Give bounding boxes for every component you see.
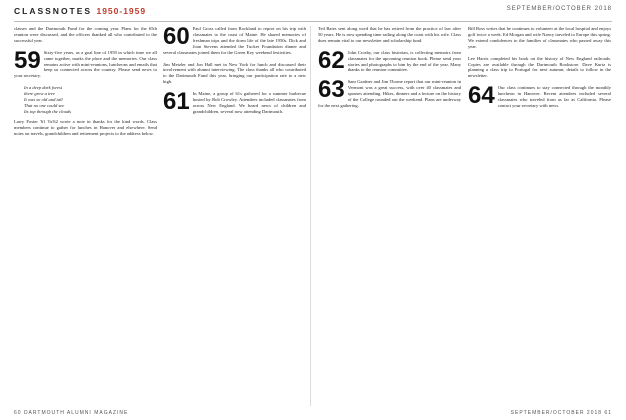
paragraph: classes and the Dartmouth Fund for the coming year. Plans for the 65th reunion were discussed, and the officers thanked all who contributed to the successful year. bbox=[14, 26, 157, 43]
poem-line: That no one could see bbox=[24, 102, 65, 108]
class-year: 64 bbox=[468, 82, 495, 110]
paragraph: Our class continues to stay connected through the monthly luncheon in Hanover. Recent attendees included several classmates who traveled from as far as California. Please contact your secretary with news. bbox=[497, 85, 611, 108]
paragraph: Larry Foster '61 Tu'62 wrote a note in thanks for the kind words. Class members continue to gather for lunches in Hanover and elsewhere. Send notes on travels, grandchildren and retirement projects to the address below. bbox=[14, 118, 157, 136]
class-note-62 bbox=[318, 46, 461, 74]
issue-date: SEPTEMBER/OCTOBER 2018 bbox=[506, 6, 612, 12]
page-gutter bbox=[310, 26, 311, 406]
class-year: 63 bbox=[318, 76, 345, 104]
paragraph: John Crosby, our class historian, is collecting memoirs from classmates for the upcoming reunion book. Please send your stories and photographs to him by the end of the year. Many thanks to the reunion committee. bbox=[347, 49, 461, 73]
paragraph: Sixty-five years, as a goal line of 1959 in which time we all came together, marks the place and the memories. Our class remains active with mini-reunions, luncheons and emails that keep us connected across the country. Please send news to your secretary. bbox=[14, 49, 157, 79]
paragraph: Sam Gardner and Jim Thorne report that our mini-reunion in Vermont was a great success, with over 40 classmates and spouses attending. Hikes, dinners and a lecture on the history of the College rounded out the weekend. Plans are underway for the next gathering. bbox=[318, 79, 461, 108]
paragraph: Paul Gross called from Rockland to report on his trip with classmates to the coast of Maine. He shared memories of freshman trips and the dorm life of the late 1950s. Dick and Joan Stevens attended the Tucker Foundation dinner and several classmates joined them for the Green Key weekend festivities. bbox=[163, 26, 306, 55]
class-note-64 bbox=[468, 82, 611, 110]
footer-right: SEPTEMBER/OCTOBER 2018 61 bbox=[510, 410, 612, 416]
paragraph: Jim Metzler and Jon Hall met in New York for lunch and discussed their involvement with alumni interviewing. The class thanks all who contributed to the Dartmouth Fund this year, bringing our participation rate to a new high. bbox=[163, 61, 306, 85]
class-note-63 bbox=[318, 76, 461, 109]
class-note-60 bbox=[163, 26, 306, 56]
footer-left: 60 DARTMOUTH ALUMNI MAGAZINE bbox=[14, 410, 129, 416]
paragraph: In Maine, a group of 61s gathered for a summer barbecue hosted by Bob Crowley. Attendees included classmates from across New England. We heard news of children and grandchildren, several now attending Dartmouth. bbox=[192, 91, 306, 114]
class-year: 61 bbox=[163, 88, 190, 116]
class-year: 62 bbox=[318, 46, 345, 74]
poem-line: In a deep dark forest bbox=[24, 85, 63, 91]
column-4 bbox=[468, 26, 611, 406]
page-header bbox=[14, 6, 612, 22]
column-2 bbox=[163, 26, 306, 406]
paragraph: Bill Ross writes that he continues to volunteer at the local hospital and enjoys golf twice a week. Ed Morgan and wife Nancy traveled to Europe this spring. We extend condolences to the families of classmates who passed away this year. bbox=[468, 26, 611, 49]
class-year: 59 bbox=[14, 46, 41, 74]
class-note-59 bbox=[14, 46, 157, 80]
class-note-61 bbox=[163, 88, 306, 116]
poem-line: Its top through the clouds bbox=[24, 108, 72, 114]
year-range: 1950-1959 bbox=[96, 6, 147, 16]
poem-line: there grew a tree bbox=[24, 91, 55, 97]
poem bbox=[24, 85, 157, 115]
class-year: 60 bbox=[163, 26, 190, 50]
paragraph: Ted Bates sent along word that he has retired from the practice of law after 50 years. He is now spending time sailing along the coast with his wife. Class dues remain vital to our newsletter and scholarship fund. bbox=[318, 26, 461, 43]
poem-line: It was so old and tall bbox=[24, 97, 63, 103]
column-1 bbox=[14, 26, 157, 406]
paragraph: Lee Harris completed his book on the history of New England railroads. Copies are available through the Dartmouth Bookstore. Dave Kurtz is planning a class trip to Portugal for next autumn; details to follow in the newsletter. bbox=[468, 55, 611, 79]
column-3 bbox=[318, 26, 461, 406]
section-label: CLASSNOTES bbox=[14, 6, 93, 16]
section-title bbox=[14, 6, 146, 16]
